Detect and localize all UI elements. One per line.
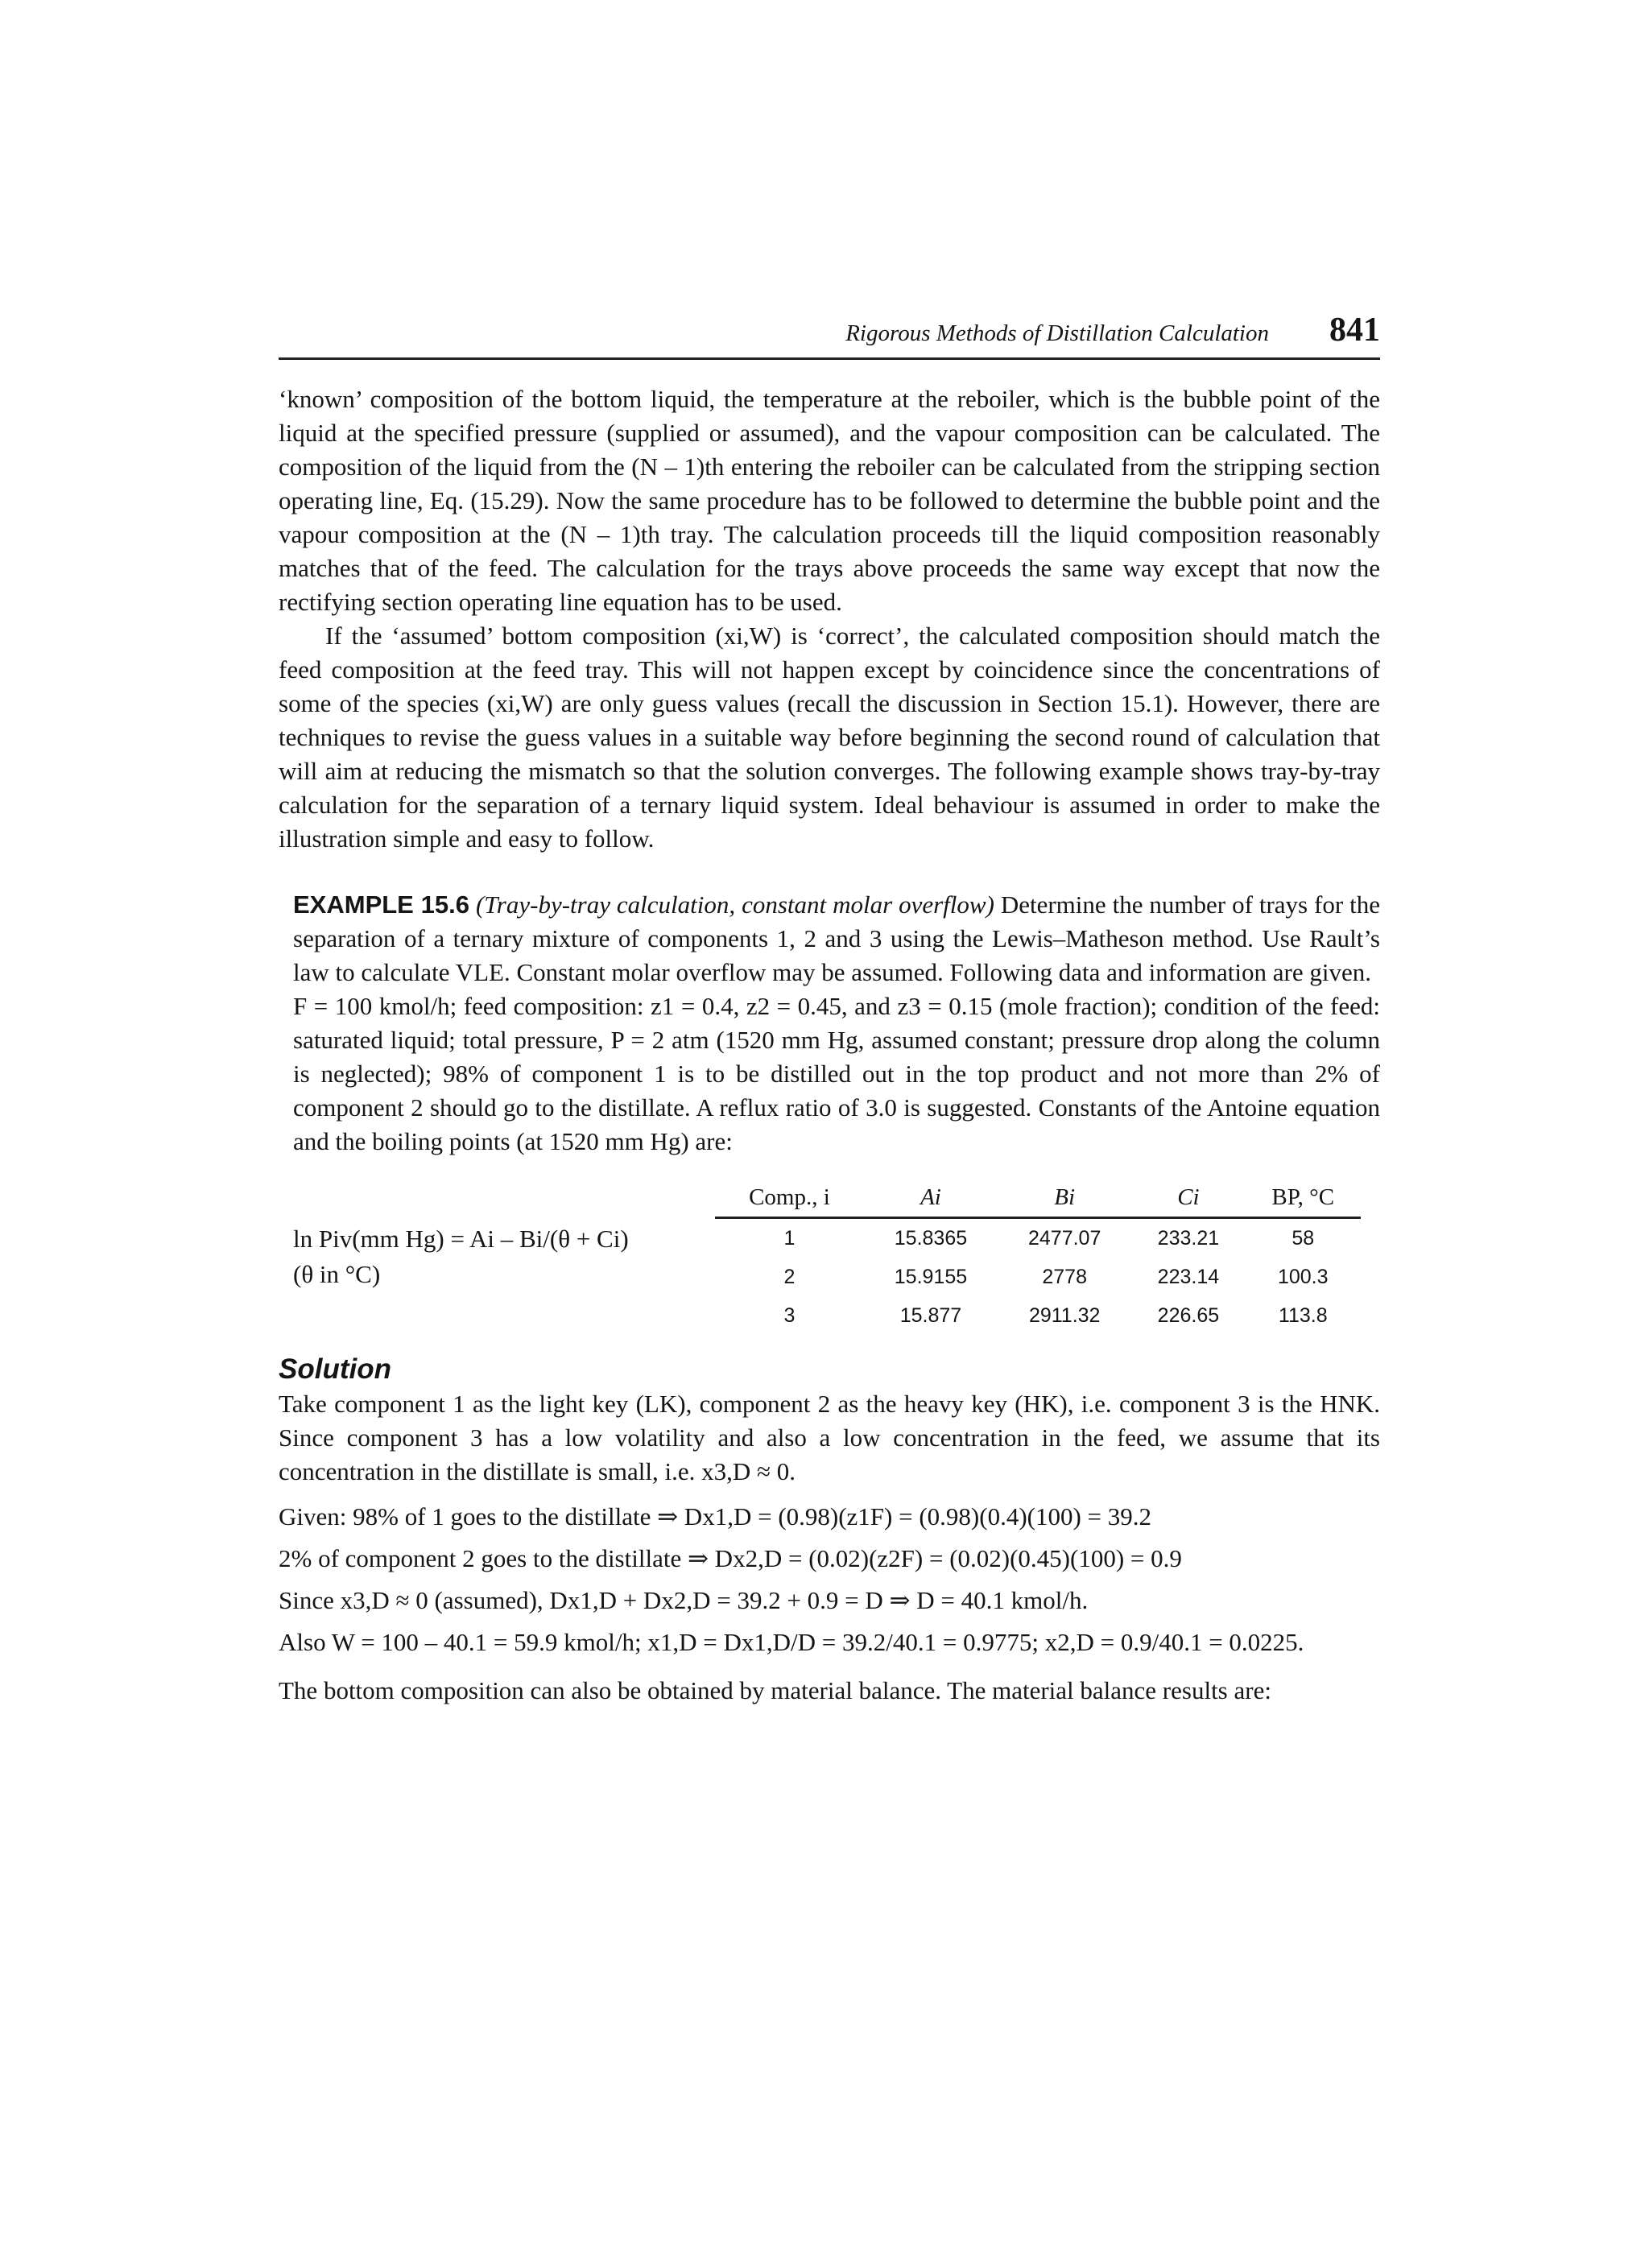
table-cell: 113.8 bbox=[1278, 1304, 1328, 1327]
table-header-row bbox=[715, 1178, 1361, 1218]
table-cell: 58 bbox=[1292, 1227, 1315, 1250]
table-cell: 2477.07 bbox=[1028, 1227, 1101, 1250]
example-block bbox=[279, 888, 1380, 1339]
column-header: Ai bbox=[864, 1178, 998, 1218]
column-header: Bi bbox=[998, 1178, 1131, 1218]
paragraph-continuation: ‘known’ composition of the bottom liquid, the temperature at the reboiler, which is the bubble point of the liquid at the specified pressure (supplied or assumed), and the vapour composition can be calculated. The composition of the liquid from the (N – 1)th entering the reboiler can be calculated from the stripping section operating line, Eq. (15.29). Now the same procedure has to be followed to determine the bubble point and the vapour composition at the (N – 1)th tray. The calculation proceeds till the liquid composition reasonably matches that of the feed. The calculation for the trays above proceeds the same way except that now the rectifying section operating line equation has to be used. bbox=[279, 385, 1380, 616]
calc-line-distillate-2: 2% of component 2 goes to the distillate ⇒ Dx2,D = (0.02)(z2F) = (0.02)(0.45)(100) = 0.9 bbox=[279, 1544, 1182, 1572]
table-row bbox=[715, 1218, 1361, 1258]
table-cell: 226.65 bbox=[1157, 1304, 1220, 1327]
antoine-equation bbox=[293, 1221, 629, 1292]
example-statement: Determine the number of trays for the separation of a ternary mixture of components 1, 2 and 3 using the Lewis–Matheson method. Use Rault’s law to calculate VLE. Constant molar overflow may be assumed. Following data and information are given. bbox=[293, 890, 1380, 986]
antoine-equation-line: ln Piv(mm Hg) = Ai – Bi/(θ + Ci) bbox=[293, 1225, 629, 1253]
calc-line-bottoms: Also W = 100 – 40.1 = 59.9 kmol/h; x1,D = Dx1,D/D = 39.2/40.1 = 0.9775; x2,D = 0.9/40.1 = 0.0225. bbox=[279, 1628, 1304, 1656]
page-content bbox=[279, 312, 1380, 1708]
column-header: Ci bbox=[1131, 1178, 1245, 1218]
antoine-data-block bbox=[293, 1178, 1380, 1339]
table-row bbox=[715, 1296, 1361, 1335]
paragraph-assumed-composition: If the ‘assumed’ bottom composition (xi,W) is ‘correct’, the calculated composition should match the feed composition at the feed tray. This will not happen except by coincidence since the concentrations of some of the species (xi,W) are only guess values (recall the discussion in Section 15.1). However, there are techniques to revise the guess values in a suitable way before beginning the second round of calculation that will aim at reducing the mismatch so that the solution converges. The following example shows tray-by-tray calculation for the separation of a ternary liquid system. Ideal behaviour is assumed in order to make the illustration simple and easy to follow. bbox=[279, 622, 1380, 853]
material-balance-intro: The bottom composition can also be obtained by material balance. The material balance results are: bbox=[279, 1676, 1271, 1704]
example-title: (Tray-by-tray calculation, constant molar overflow) bbox=[475, 890, 994, 919]
table-cell: 233.21 bbox=[1157, 1227, 1220, 1250]
column-header: Comp., i bbox=[715, 1178, 864, 1218]
table-cell: 2 bbox=[783, 1266, 796, 1288]
table-cell: 1 bbox=[783, 1227, 796, 1250]
table-cell: 2778 bbox=[1042, 1266, 1087, 1288]
table-cell: 223.14 bbox=[1157, 1266, 1220, 1288]
running-header bbox=[279, 312, 1380, 360]
table-cell: 3 bbox=[783, 1304, 796, 1327]
table-cell: 15.9155 bbox=[894, 1266, 968, 1288]
table-row bbox=[715, 1258, 1361, 1296]
calc-line-distillate-1: Given: 98% of 1 goes to the distillate ⇒ Dx1,D = (0.98)(z1F) = (0.98)(0.4)(100) = 39.2 bbox=[279, 1502, 1152, 1531]
solution-text: Take component 1 as the light key (LK), component 2 as the heavy key (HK), i.e. component 3 is the HNK. Since component 3 has a low volatility and also a low concentration in the feed, we assume that its concentration in the distillate is small, i.e. x3,D ≈ 0. bbox=[279, 1390, 1380, 1485]
calc-line-distillate-total: Since x3,D ≈ 0 (assumed), Dx1,D + Dx2,D = 39.2 + 0.9 = D ⇒ D = 40.1 kmol/h. bbox=[279, 1586, 1089, 1614]
table-cell: 100.3 bbox=[1277, 1266, 1329, 1288]
solution-heading: Solution bbox=[279, 1353, 391, 1385]
table-cell: 15.877 bbox=[899, 1304, 962, 1327]
example-intro bbox=[293, 888, 1380, 989]
table-cell: 15.8365 bbox=[894, 1227, 968, 1250]
example-given-data: F = 100 kmol/h; feed composition: z1 = 0.4, z2 = 0.45, and z3 = 0.15 (mole fraction); condition of the feed: saturated liquid; total pressure, P = 2 atm (1520 mm Hg, assumed constant; pressure drop along the column is neglected); 98% of component 1 is to be distilled out in the top product and not more than 2% of component 2 should go to the distillate. A reflux ratio of 3.0 is suggested. Constants of the Antoine equation and the boiling points (at 1520 mm Hg) are: bbox=[293, 992, 1380, 1155]
example-label: EXAMPLE 15.6 bbox=[293, 890, 469, 919]
table-cell: 2911.32 bbox=[1028, 1304, 1101, 1327]
page-number: 841 bbox=[1329, 312, 1380, 349]
antoine-constants-table bbox=[715, 1178, 1361, 1335]
antoine-equation-units: (θ in °C) bbox=[293, 1260, 381, 1288]
running-title: Rigorous Methods of Distillation Calculation bbox=[845, 320, 1269, 346]
column-header: BP, °C bbox=[1246, 1178, 1361, 1218]
